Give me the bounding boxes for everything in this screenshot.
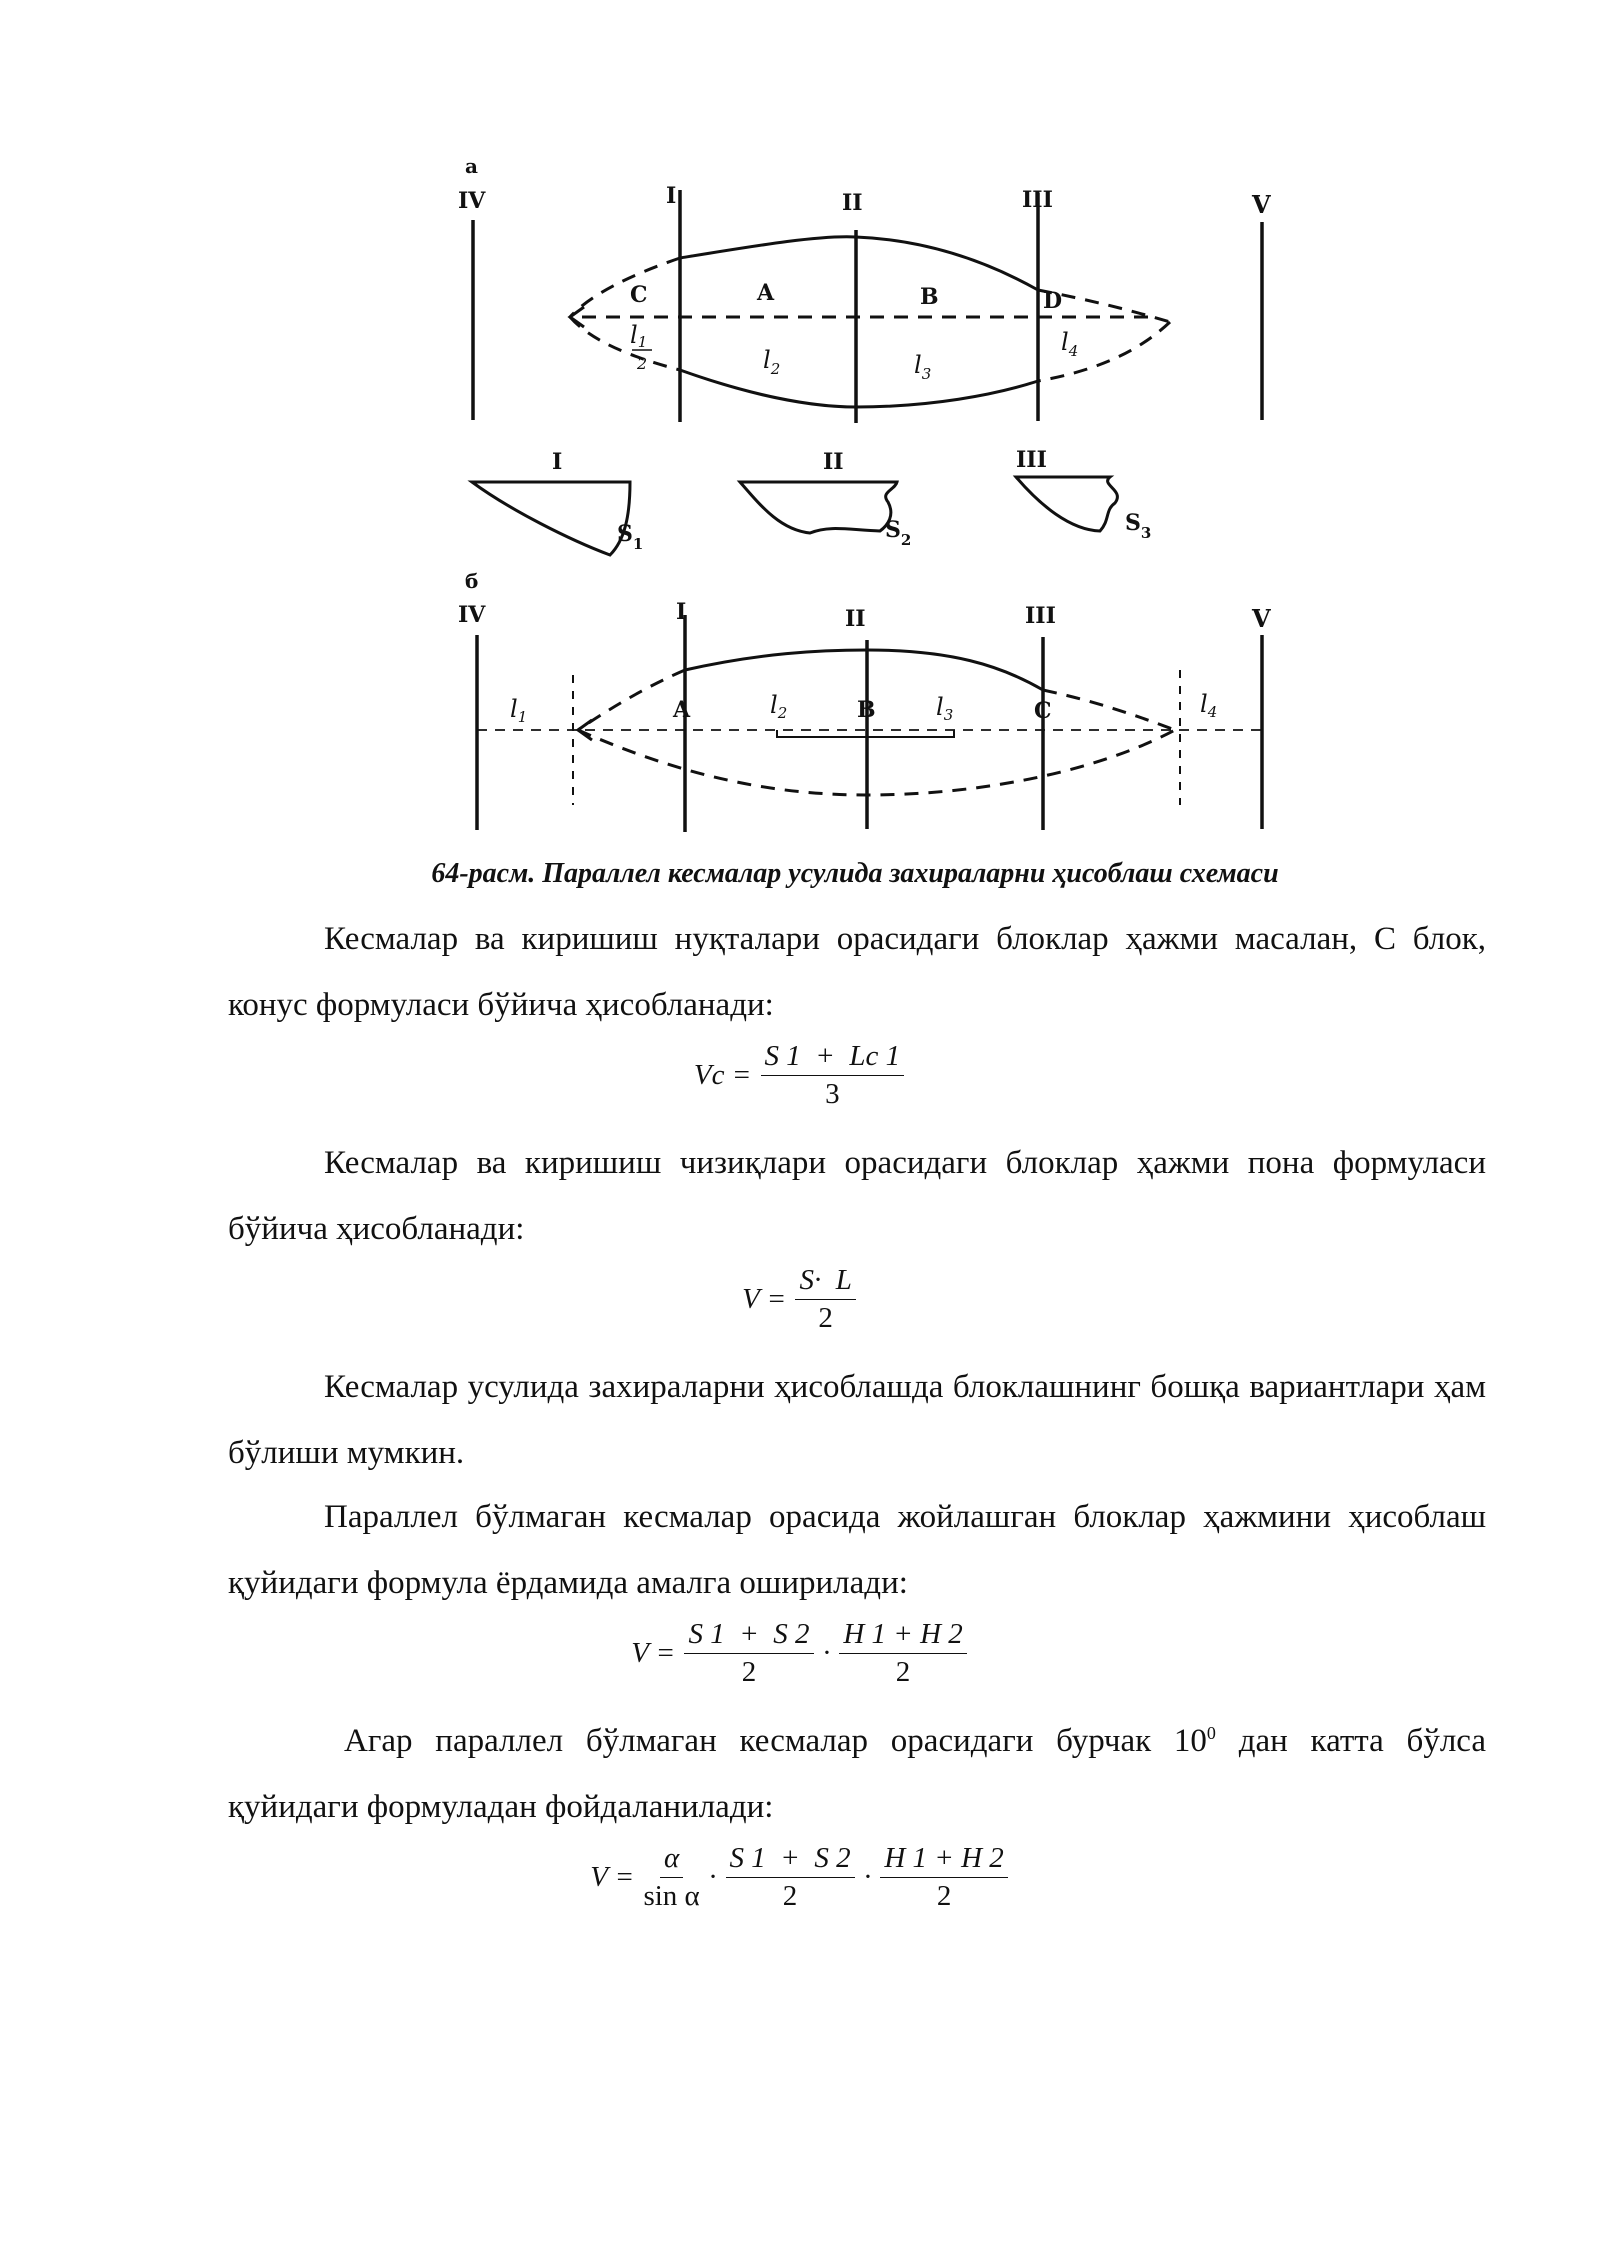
formula-nonparallel-numerator-s: S 1 + S 2 — [684, 1618, 813, 1654]
section-lines-top — [473, 190, 1262, 423]
length-l2-top: $l_2$ — [763, 346, 781, 378]
block-label-a-top: A — [757, 280, 775, 306]
formula-angle-denominator-s: 2 — [782, 1880, 798, 1912]
formula-angle-denominator-h: 2 — [936, 1880, 952, 1912]
formula-cone-numerator: S 1 + Lc 1 — [761, 1040, 905, 1076]
wedge-dashed-outline-top — [570, 258, 1170, 381]
length-l1-bottom: $l_1$ — [510, 695, 528, 726]
length-l2-bottom: $l_2$ — [770, 691, 788, 722]
section-label-i-bottom: I — [676, 599, 687, 625]
length-l3-bottom: $l_3$ — [936, 693, 954, 724]
section-label-ii-bottom: II — [845, 606, 866, 632]
paragraph-cone-formula-intro: Кесмалар ва киришиш нуқталари орасидаги блоклар ҳажми масалан, С блок, конус формуласи бўйича ҳисобланади: — [228, 921, 1486, 1023]
orebody-outline-bottom — [685, 650, 1043, 690]
cross-section-label-ii: II — [823, 449, 844, 475]
block-label-c-bottom: C — [1034, 698, 1052, 724]
formula-angle-numerator-s: S 1 + S 2 — [726, 1842, 855, 1878]
formula-angle-dot-1: · — [709, 1861, 717, 1893]
formula-cone-denominator: 3 — [825, 1078, 840, 1110]
area-label-s3: $S_3$ — [1125, 510, 1152, 542]
formula-angle-dot-2: · — [863, 1861, 872, 1893]
formula-angle-numerator-alpha: α — [660, 1842, 683, 1878]
length-l4-top: $l_4$ — [1061, 328, 1079, 360]
cross-section-label-i: I — [552, 449, 563, 475]
block-label-d-top: D — [1043, 288, 1063, 314]
block-label-b-top: B — [920, 284, 939, 310]
parallel-sections-diagram — [430, 145, 1290, 845]
formula-wedge-numerator: S· L — [795, 1264, 855, 1300]
formula-wedge — [0, 1264, 1600, 1335]
formula-cone — [0, 1040, 1600, 1111]
block-label-b-bottom: B — [857, 697, 876, 723]
formula-nonparallel-denominator-h: 2 — [895, 1656, 911, 1688]
formula-angle-fraction-h — [880, 1842, 1007, 1913]
part-a-label: а — [465, 154, 478, 178]
orebody-outline-top — [680, 237, 1038, 407]
cross-section-label-iii: III — [1016, 447, 1047, 473]
cross-section-shapes — [472, 477, 1117, 555]
paragraph-angle-formula-intro — [228, 1708, 1486, 1840]
length-l3-top: $l_3$ — [914, 351, 932, 383]
length-l1-top: l1 — [630, 321, 648, 351]
section-label-iii-bottom: III — [1025, 603, 1056, 629]
formula-angle — [0, 1842, 1600, 1913]
length-l4-bottom: $l_4$ — [1200, 690, 1218, 721]
formula-nonparallel-dot: · — [822, 1637, 831, 1669]
formula-nonparallel-numerator-h: H 1 + H 2 — [839, 1618, 966, 1654]
formula-wedge-denominator: 2 — [818, 1302, 833, 1334]
cross-section-s1 — [472, 482, 630, 555]
formula-angle-denominator-sin: sin α — [643, 1880, 700, 1912]
formula-nonparallel-lhs: V = — [631, 1637, 676, 1669]
section-label-i-top: I — [666, 183, 677, 209]
formula-angle-lhs: V = — [590, 1861, 635, 1893]
section-label-v-top: V — [1252, 190, 1271, 219]
formula-nonparallel — [0, 1618, 1600, 1689]
section-label-v-bottom: V — [1252, 604, 1271, 633]
area-label-s2: $S_2$ — [885, 517, 912, 549]
formula-angle-fraction-alpha — [643, 1842, 699, 1913]
formula-nonparallel-fraction-s — [684, 1618, 813, 1689]
length-l1-half: 2 — [637, 354, 648, 373]
paragraph-angle-text-after: дан катта бўлса қуйидаги формуладан фойдаланилади: — [228, 1723, 1486, 1825]
section-label-iii-top: III — [1022, 187, 1053, 213]
wedge-dashed-outline-bottom — [578, 670, 1175, 795]
formula-angle-numerator-h: H 1 + H 2 — [880, 1842, 1007, 1878]
paragraph-other-variants: Кесмалар усулида захираларни ҳисоблашда блоклашнинг бошқа вариантлари ҳам бўлиши мумкин. — [228, 1369, 1486, 1471]
formula-nonparallel-fraction-h — [839, 1618, 966, 1689]
formula-cone-lhs: Vc = — [693, 1059, 752, 1091]
section-label-ii-top: II — [842, 190, 863, 216]
formula-wedge-lhs: V = — [742, 1283, 787, 1315]
paragraph-wedge-formula-intro: Кесмалар ва киришиш чизиқлари орасидаги блоклар ҳажми пона формуласи бўйича ҳисобланади: — [228, 1145, 1486, 1247]
section-lines-bottom — [477, 615, 1262, 832]
formula-cone-fraction — [761, 1040, 905, 1111]
area-label-s1: $S_1$ — [617, 521, 644, 553]
paragraph-nonparallel-intro: Параллел бўлмаган кесмалар орасида жойлашган блоклар ҳажмини ҳисоблаш қуйидаги формула ёрдамида амалга оширилади: — [228, 1499, 1486, 1601]
figure-caption: 64-расм. Параллел кесмалар усулида захираларни ҳисоблаш схемаси — [431, 858, 1279, 889]
formula-wedge-fraction — [795, 1264, 855, 1335]
section-label-iv-top: IV — [458, 188, 486, 214]
cross-section-s2 — [740, 482, 897, 533]
part-b-label: б — [465, 569, 479, 593]
formula-nonparallel-denominator-s: 2 — [741, 1656, 757, 1688]
formula-angle-fraction-s — [726, 1842, 855, 1913]
paragraph-angle-text-before: Агар параллел бўлмаган кесмалар орасидаги бурчак 10 — [344, 1723, 1207, 1759]
section-label-iv-bottom: IV — [458, 602, 486, 628]
paragraph-angle-degree-sup: 0 — [1206, 1723, 1216, 1743]
block-label-c-top: C — [630, 282, 648, 308]
cross-section-s3 — [1016, 477, 1117, 531]
figure-64 — [430, 145, 1290, 845]
block-label-a-bottom: A — [673, 697, 691, 723]
